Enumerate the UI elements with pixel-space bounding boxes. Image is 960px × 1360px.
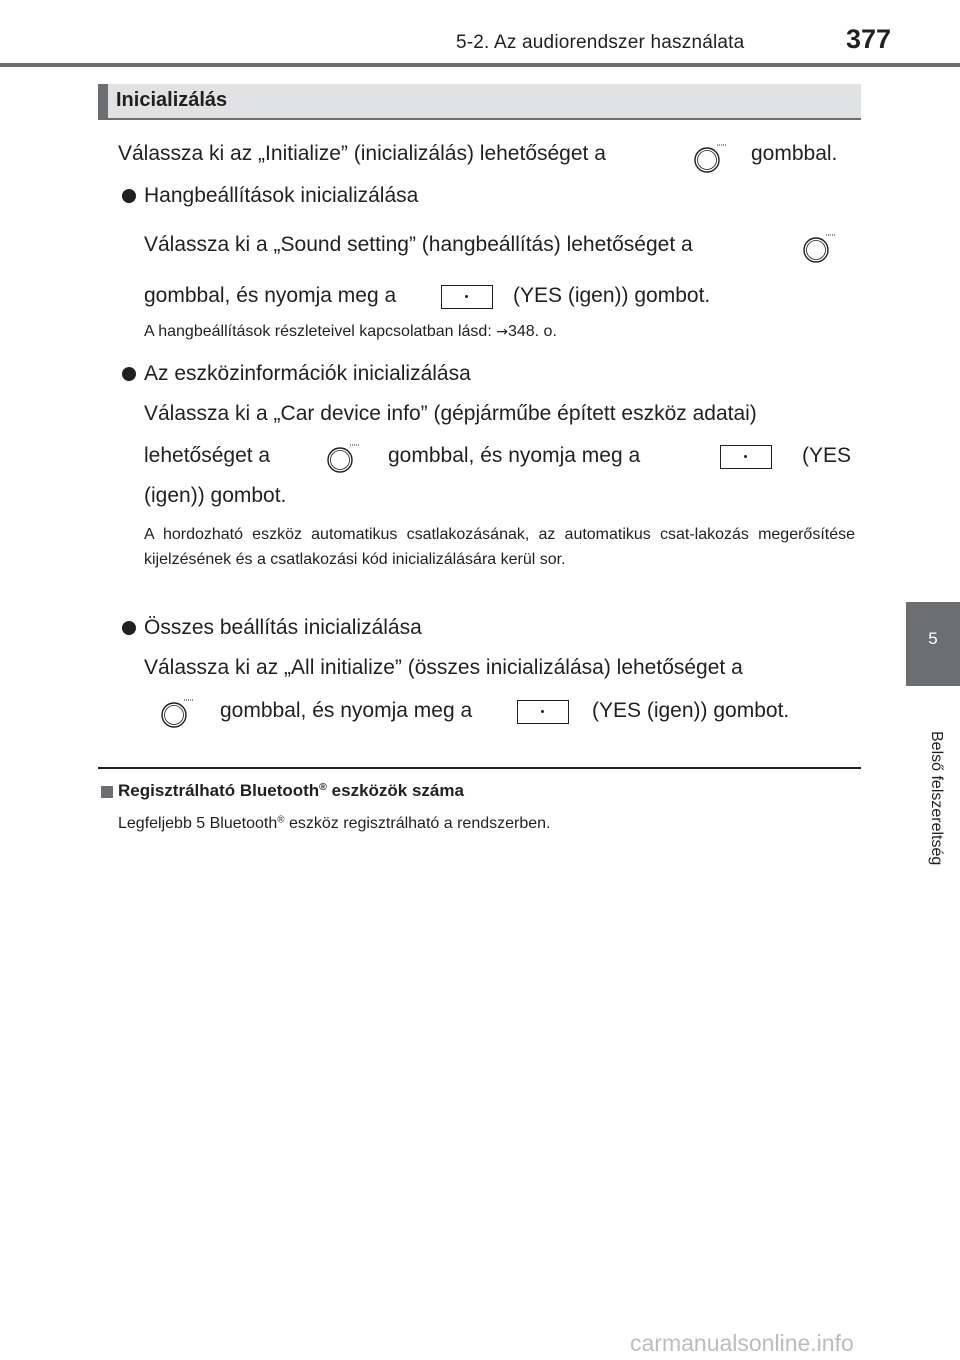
item-text: Válassza ki az „All initialize” (összes inicializálása) lehetőséget a bbox=[144, 656, 743, 679]
item-note: A hordozható eszköz automatikus csatlakozásának, az automatikus csat-lakozás megerősítése kijelzésének és a csatlakozási kód inicializálására kerül sor. bbox=[144, 526, 855, 568]
header-rule bbox=[0, 63, 960, 67]
bullet-point bbox=[122, 621, 136, 635]
intro-text-end: gombbal. bbox=[751, 142, 838, 165]
item-text: Válassza ki a „Car device info” (gépjárműbe épített eszköz adatai) bbox=[144, 402, 757, 425]
bullet-point bbox=[122, 189, 136, 203]
bullet-point bbox=[122, 367, 136, 381]
item-title: Hangbeállítások inicializálása bbox=[144, 184, 419, 207]
bluetooth-note-title: Regisztrálható Bluetooth® eszközök száma bbox=[118, 781, 464, 800]
section-divider bbox=[98, 767, 861, 769]
square-bullet-icon bbox=[101, 786, 113, 798]
intro-text: Válassza ki az „Initialize” (inicializálás) lehetőséget a bbox=[118, 142, 606, 165]
chapter-title: Belső felszereltség bbox=[928, 731, 945, 866]
enter-button-icon bbox=[720, 445, 772, 469]
item-text: (YES bbox=[802, 444, 852, 467]
tune-knob-icon bbox=[158, 695, 194, 731]
tune-knob-icon bbox=[324, 440, 360, 476]
item-text: (YES (igen)) gombot. bbox=[513, 284, 711, 307]
item-text: Válassza ki a „Sound setting” (hangbeállítás) lehetőséget a bbox=[144, 233, 693, 256]
arrow-icon: → bbox=[496, 324, 508, 340]
item-text: gombbal, és nyomja meg a bbox=[220, 699, 473, 722]
tune-knob-icon bbox=[691, 140, 727, 176]
item-text: gombbal, és nyomja meg a bbox=[144, 284, 397, 307]
chapter-tab: 5 bbox=[906, 602, 960, 686]
page-number: 377 bbox=[846, 24, 892, 54]
item-title: Az eszközinformációk inicializálása bbox=[144, 362, 471, 385]
item-note: A hangbeállítások részleteivel kapcsolatban lásd: →348. o. bbox=[144, 323, 557, 340]
item-text: lehetőséget a bbox=[144, 444, 271, 467]
section-title: Inicializálás bbox=[116, 89, 228, 111]
tune-knob-icon bbox=[800, 230, 836, 266]
item-text: gombbal, és nyomja meg a bbox=[388, 444, 641, 467]
enter-button-icon bbox=[441, 285, 493, 309]
enter-button-icon bbox=[517, 700, 569, 724]
section-marker bbox=[98, 84, 108, 118]
item-text: (YES (igen)) gombot. bbox=[592, 699, 790, 722]
section-header bbox=[98, 84, 861, 120]
watermark: carmanualsonline.info bbox=[630, 1330, 854, 1356]
bluetooth-note-text: Legfeljebb 5 Bluetooth® eszköz regisztrálható a rendszerben. bbox=[118, 814, 551, 832]
running-header: 5-2. Az audiorendszer használata bbox=[456, 32, 745, 53]
item-title: Összes beállítás inicializálása bbox=[144, 616, 422, 639]
item-text: (igen)) gombot. bbox=[144, 484, 287, 507]
